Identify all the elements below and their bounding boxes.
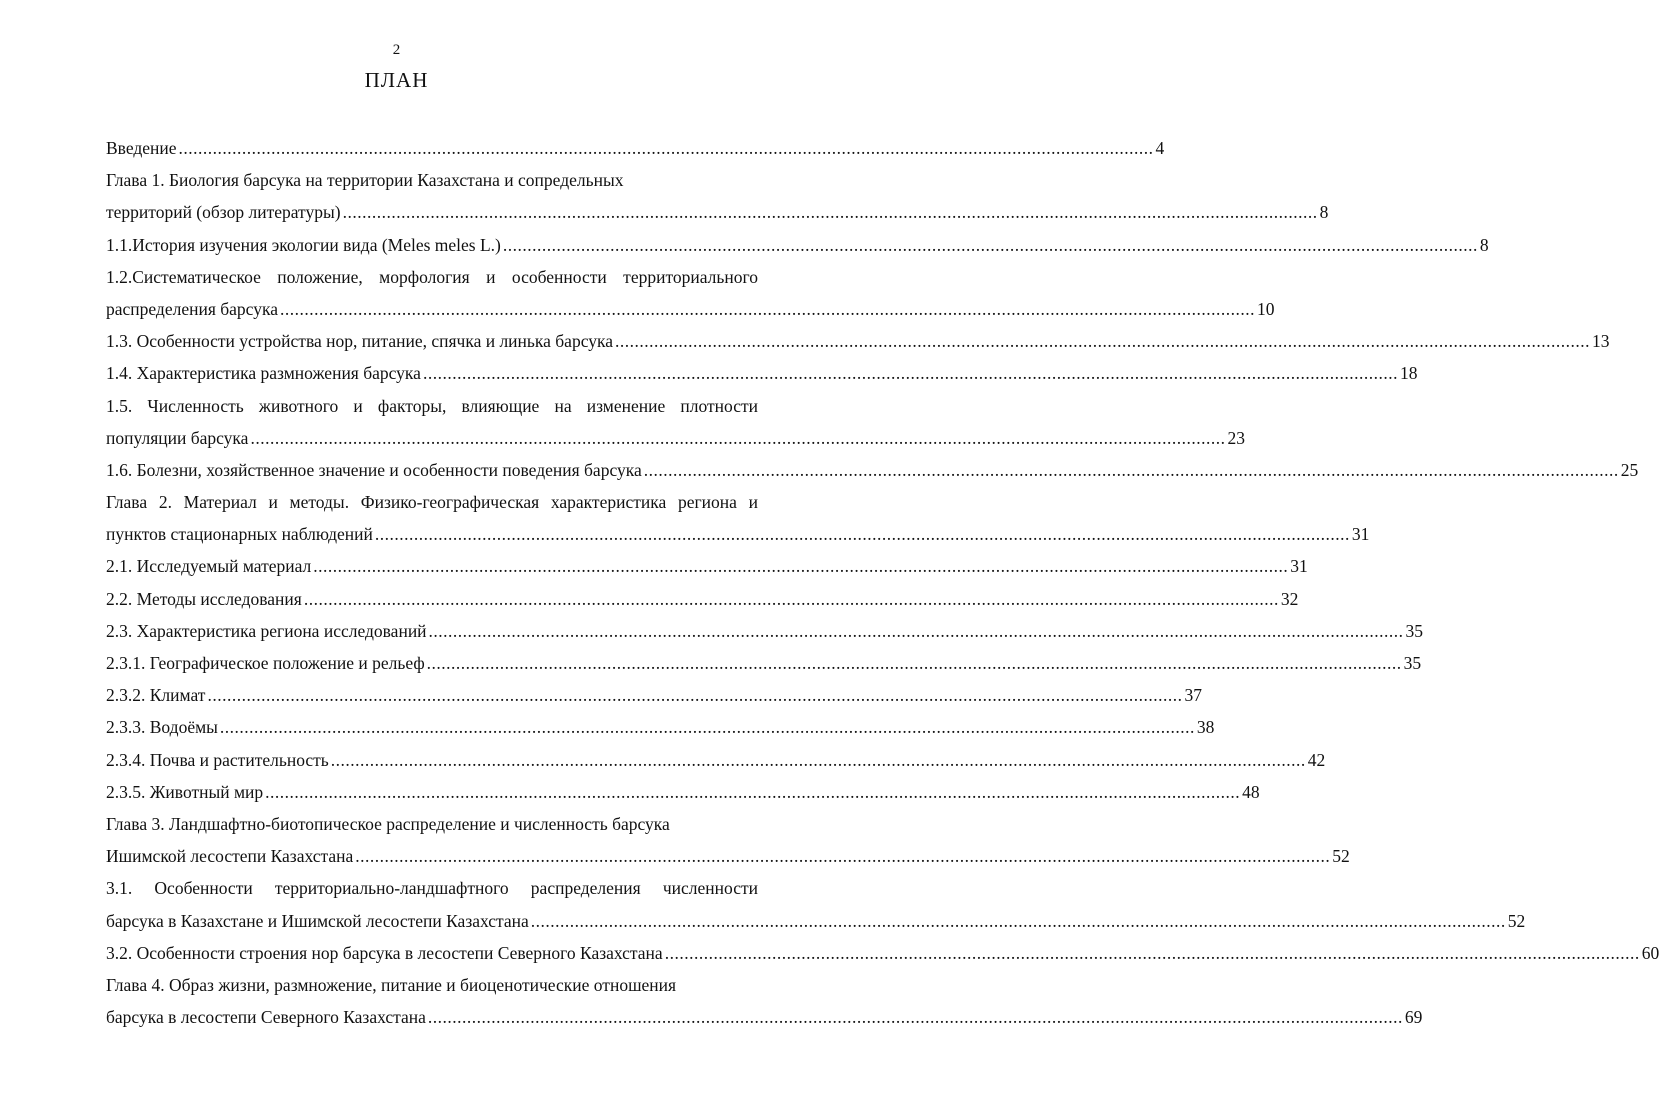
toc-dot-leader (615, 325, 1590, 357)
toc-entry-title: 2.3. Характеристика региона исследований (106, 620, 427, 641)
toc-entry-title: Ишимской лесостепи Казахстана (106, 846, 354, 867)
toc-entry-line (106, 422, 1245, 454)
toc-dot-leader (304, 583, 1279, 615)
toc-entry-line (106, 454, 1639, 486)
toc-entry (106, 357, 1418, 389)
toc-entry-text-line: 1.2.Систематическое положение, морфология и особенности территориального (106, 266, 758, 287)
toc-entry-line (106, 518, 1370, 550)
toc-dot-leader (429, 615, 1404, 647)
toc-entry-title: 2.1. Исследуемый материал (106, 556, 312, 577)
toc-entry (106, 744, 1326, 776)
toc-entry-page-number: 52 (1507, 910, 1526, 931)
toc-entry-page-number: 37 (1184, 685, 1202, 706)
toc-dot-leader (331, 744, 1306, 776)
toc-entry-page-number: 4 (1155, 138, 1165, 158)
toc-entry-page-number: 38 (1196, 717, 1215, 738)
toc-entry (106, 164, 1329, 228)
toc-entry-page-number: 42 (1307, 749, 1326, 770)
toc-entry-line (106, 905, 1526, 937)
toc-entry (106, 390, 1245, 454)
toc-entry (106, 711, 1215, 743)
toc-entry-text-line: 3.1. Особенности территориально-ландшафтного распределения численности (106, 878, 758, 899)
toc-entry-line (106, 357, 1418, 389)
toc-entry-line (106, 229, 1489, 261)
toc-entry-line (106, 679, 1202, 711)
toc-entry-title: распределения барсука (106, 298, 278, 319)
toc-entry-title: 2.3.3. Водоёмы (106, 717, 218, 738)
toc-dot-leader (220, 711, 1195, 743)
table-of-contents (106, 132, 1659, 1033)
toc-entry-page-number: 32 (1280, 588, 1299, 609)
toc-entry-line (106, 776, 1260, 808)
toc-entry-page-number: 52 (1332, 846, 1350, 867)
toc-entry-line (106, 744, 1326, 776)
toc-entry-line (106, 196, 1329, 228)
toc-dot-leader (207, 679, 1182, 711)
toc-entry-text-line: Глава 3. Ландшафтно-биотопическое распределение и численность барсука (106, 813, 670, 834)
toc-entry-title: 2.3.2. Климат (106, 685, 206, 706)
page-number: 2 (392, 42, 401, 58)
toc-entry-page-number: 35 (1403, 653, 1422, 673)
toc-entry-page-number: 10 (1256, 298, 1275, 319)
toc-dot-leader (503, 229, 1478, 261)
toc-entry-page-number: 60 (1641, 942, 1659, 963)
toc-entry-page-number: 8 (1319, 202, 1329, 223)
toc-entry-page-number: 69 (1404, 1007, 1423, 1028)
toc-entry (106, 647, 1422, 679)
toc-entry-line (106, 615, 1424, 647)
toc-entry-line (106, 711, 1215, 743)
toc-dot-leader (355, 840, 1330, 872)
toc-entry-line (106, 132, 1165, 164)
toc-entry (106, 969, 1423, 1033)
toc-dot-leader (375, 518, 1350, 550)
toc-dot-leader (179, 132, 1154, 164)
toc-dot-leader (423, 357, 1398, 389)
toc-entry (106, 454, 1639, 486)
toc-entry (106, 486, 1370, 550)
toc-dot-leader (343, 196, 1318, 228)
page-title: ПЛАН (364, 68, 429, 92)
toc-entry-page-number: 13 (1592, 331, 1610, 352)
toc-entry-line (106, 293, 1275, 325)
toc-entry-page-number: 23 (1227, 427, 1245, 448)
toc-entry (106, 583, 1299, 615)
toc-entry (106, 872, 1526, 936)
toc-entry-text-line: 1.5. Численность животного и факторы, влияющие на изменение плотности (106, 395, 758, 416)
toc-entry-title: 1.1.История изучения экологии вида (Meles meles L.) (106, 234, 501, 255)
toc-entry-title: популяции барсука (106, 427, 249, 448)
toc-entry-page-number: 48 (1242, 781, 1260, 802)
toc-entry-page-number: 18 (1399, 363, 1418, 384)
toc-dot-leader (665, 937, 1640, 969)
toc-entry-title: барсука в Казахстане и Ишимской лесостепи Казахстана (106, 910, 529, 931)
toc-entry-line (106, 937, 1659, 969)
toc-entry-title: 1.3. Особенности устройства нор, питание, спячка и линька барсука (106, 331, 613, 352)
toc-dot-leader (313, 550, 1288, 582)
toc-entry-page-number: 31 (1351, 524, 1370, 545)
toc-entry (106, 261, 1275, 325)
toc-entry-title: 1.6. Болезни, хозяйственное значение и особенности поведения барсука (106, 459, 642, 480)
toc-dot-leader (428, 1001, 1403, 1033)
toc-entry-text-line: Глава 2. Материал и методы. Физико-географическая характеристика региона и (106, 492, 758, 513)
toc-entry (106, 808, 1350, 872)
toc-dot-leader (531, 905, 1506, 937)
toc-entry-page-number: 8 (1479, 234, 1489, 255)
toc-entry (106, 776, 1260, 808)
toc-entry-page-number: 25 (1620, 459, 1639, 480)
toc-entry (106, 615, 1424, 647)
toc-entry-title: 2.3.5. Животный мир (106, 781, 264, 802)
toc-entry-title: Введение (106, 138, 177, 158)
toc-entry-title: 2.3.4. Почва и растительность (106, 749, 329, 770)
toc-entry-title: барсука в лесостепи Северного Казахстана (106, 1007, 426, 1028)
toc-entry-line (106, 840, 1350, 872)
toc-entry (106, 937, 1659, 969)
toc-entry-line (106, 550, 1308, 582)
toc-dot-leader (427, 647, 1402, 679)
toc-entry-title: 3.2. Особенности строения нор барсука в лесостепи Северного Казахстана (106, 942, 663, 963)
toc-entry-text-line: Глава 4. Образ жизни, размножение, питание и биоценотические отношения (106, 974, 677, 995)
toc-entry-page-number: 35 (1405, 620, 1424, 641)
toc-entry-line (106, 1001, 1423, 1033)
toc-entry-title: 1.4. Характеристика размножения барсука (106, 363, 421, 384)
toc-entry-line (106, 647, 1422, 679)
toc-dot-leader (250, 422, 1225, 454)
toc-entry (106, 550, 1308, 582)
toc-dot-leader (265, 776, 1240, 808)
toc-dot-leader (644, 454, 1619, 486)
toc-entry-title: пунктов стационарных наблюдений (106, 524, 373, 545)
toc-entry (106, 229, 1489, 261)
toc-entry (106, 325, 1610, 357)
toc-dot-leader (280, 293, 1255, 325)
toc-entry-title: территорий (обзор литературы) (106, 202, 341, 223)
toc-entry-page-number: 31 (1290, 556, 1308, 577)
toc-entry-line (106, 325, 1610, 357)
toc-entry (106, 679, 1202, 711)
toc-entry-title: 2.2. Методы исследования (106, 588, 302, 609)
toc-entry (106, 132, 1165, 164)
toc-entry-text-line: Глава 1. Биология барсука на территории Казахстана и сопредельных (106, 170, 624, 191)
toc-entry-title: 2.3.1. Географическое положение и рельеф (106, 653, 425, 673)
toc-entry-line (106, 583, 1299, 615)
